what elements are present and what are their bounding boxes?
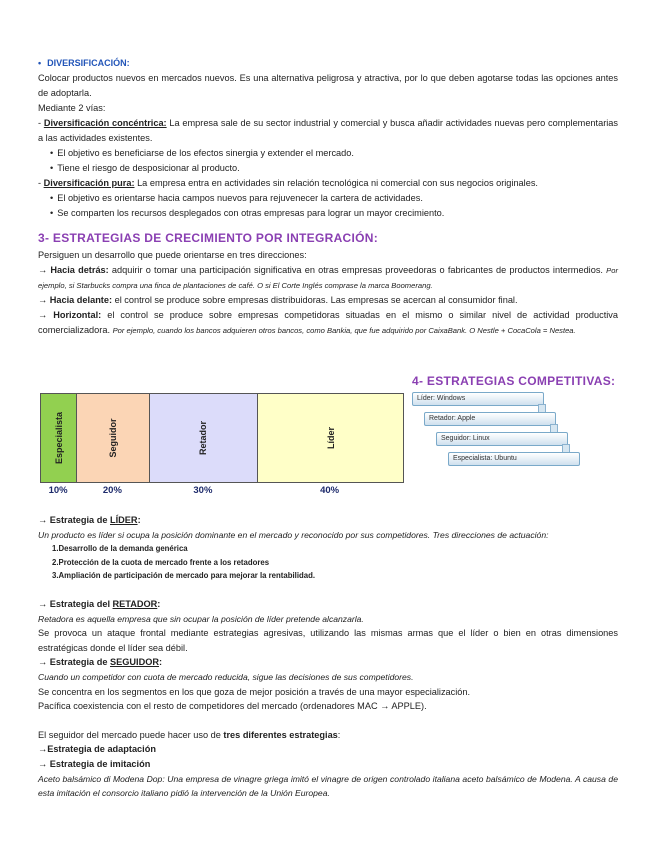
hacia-detras-label: → Hacia detrás: [38,265,109,275]
horizontal-example: Por ejemplo, cuando los bancos adquieren otros bancos, como Bankia, que fue adquirido por CaixaBank. O Nestle + CocaCola = Nestea. [112,326,576,335]
upper-section [38,56,618,338]
diversificacion-heading-text: DIVERSIFICACIÓN: [47,58,130,68]
step-especialista: Especialista: Ubuntu [448,452,580,466]
lider-heading-prefix: → Estrategia de [38,515,110,525]
bar-segment-retador [150,394,259,482]
hacia-delante-paragraph [38,293,618,308]
retador-heading-word: RETADOR [112,598,158,609]
competitive-steps-diagram [412,392,612,482]
lider-heading-word: LÍDER [110,515,138,525]
step-seguidor: Seguidor: Linux [436,432,568,446]
lower-section [38,513,618,801]
seguidor-line: Pacífica coexistencia con el resto de competidores del mercado (ordenadores MAC → APPLE). [38,701,427,712]
bar-value-label: 30% [193,485,213,496]
retador-text: Se provoca un ataque frontal mediante estrategias agresivas, utilizando las mismas armas que el líder o bien en otras dimensiones estratégicas donde el líder sea débil. [38,628,618,653]
bar-label: Retador [198,420,209,456]
bar-segment-líder [258,394,403,482]
concentrica-label: Diversificación concéntrica: [43,118,167,128]
market-share-chart [40,393,404,483]
hacia-detras-example: Por ejemplo, si Starbucks compra una finca de plantaciones de café. O si El Corte Inglés comprase la marca Boomerang. [38,266,618,290]
bar-label: Especialista [53,411,64,465]
spacer [38,583,618,597]
bullet-icon: • [38,58,42,68]
estrategias-suffix: : [337,729,341,740]
estrategias-bold: tres diferentes estrategias [223,729,338,740]
hacia-delante-label: → Hacia delante: [38,295,113,305]
concentrica-bullet: • El objetivo es beneficiarse de los efectos sinergia y extender el mercado. [38,146,618,161]
diversificacion-intro: Colocar productos nuevos en mercados nuevos. Es una alternativa peligrosa y atractiva, por lo que deben agotarse todas las opciones antes de adoptarla. [38,73,618,98]
pura-label: Diversificación pura: [43,178,135,188]
seguidor-heading-word: SEGUIDOR [110,657,160,668]
retador-heading-prefix: → Estrategia del [38,598,113,609]
lider-heading [38,513,618,528]
seguidor-heading-suffix: : [159,657,163,668]
horizontal-label: → Horizontal: [38,310,102,320]
lider-definition: Un producto es líder si ocupa la posición dominante en el mercado y reconocido por sus competidores. Tres direcciones de actuación: [38,529,549,540]
step-retador: Retador: Apple [424,412,556,426]
pura-paragraph: - Diversificación pura: La empresa entra en actividades sin relación tecnológica ni comercial con sus negocios originales. [38,178,538,188]
retador-heading [38,597,618,612]
bar-segment-especialista [41,394,77,482]
horizontal-text: el control se produce sobre empresas competidoras situadas en el mismo o similar nivel de actividad productiva comercializadora. [38,310,618,335]
imitacion-example: Aceto balsámico di Modena Dop: Una empresa de vinagre griega imitó el vinagre de origen controlado italiana aceto balsámico de Modena. A causa de esta imitación el consorcio italiano pidió la intervención de la Unión Europea. [38,773,618,799]
pura-bullet: • El objetivo es orientarse hacia campos nuevos para rejuvenecer la cartera de actividades. [38,191,618,206]
seguidor-line: Se concentra en los segmentos en los que goza de mejor posición a través de una mayor especialización. [38,686,471,697]
retador-definition: Retadora es aquella empresa que sin ocupar la posición de líder pretende alcanzarla. [38,613,364,624]
lider-item: 3.Ampliación de participación de mercado para mejorar la rentabilidad. [52,571,316,581]
diversificacion-vias: Mediante 2 vías: [38,103,106,113]
retador-heading-suffix: : [157,598,161,609]
competitivas-heading: 4- ESTRATEGIAS COMPETITIVAS: [412,374,616,388]
bar-segment-seguidor [77,394,149,482]
lider-item: 2.Protección de la cuota de mercado frente a los retadores [52,557,270,567]
bar-label: Líder [325,426,336,450]
seguidor-heading-prefix: → Estrategia de [38,657,110,668]
hacia-delante-text: el control se produce sobre empresas distribuidoras. Las empresas se acercan al consumidor final. [112,295,518,305]
integracion-heading: 3- ESTRATEGIAS DE CRECIMIENTO POR INTEGRACIÓN: [38,231,379,245]
bar-value-label: 10% [48,485,68,496]
lider-item: 1.Desarrollo de la demanda genérica [52,544,188,554]
seguidor-heading [38,655,618,670]
seguidor-definition: Cuando un competidor con cuota de mercado reducida, sigue las decisiones de sus competidores. [38,671,414,682]
step-lider: Líder: Windows [412,392,544,406]
concentrica-text: La empresa sale de su sector industrial y comercial y busca añadir actividades nuevas pero complementarias a las actividades existentes. [38,118,619,143]
bar-value-label: 40% [320,485,340,496]
concentrica-bullet: • Tiene el riesgo de desposicionar al producto. [38,161,618,176]
estrategias-prefix: El seguidor del mercado puede hacer uso de [38,729,224,740]
pura-bullet: • Se comparten los recursos desplegados con otras empresas para lograr un mayor crecimiento. [38,206,618,221]
diversificacion-heading [38,56,618,71]
concentrica-paragraph: - Diversificación concéntrica: La empresa sale de su sector industrial y comercial y busca añadir actividades nuevas pero complementarias a las actividades existentes. [38,118,619,143]
estrategia-adaptacion: →Estrategia de adaptación [38,744,156,755]
estrategia-imitacion: → Estrategia de imitación [38,758,151,769]
pura-text: La empresa entra en actividades sin relación tecnológica ni comercial con sus negocios originales. [134,178,538,188]
bar-value-label: 20% [102,485,122,496]
spacer [38,714,618,728]
market-share-percentages [40,485,402,499]
horizontal-paragraph [38,308,618,338]
seguidor-estrategias [38,728,618,743]
hacia-detras-paragraph [38,263,618,293]
integracion-intro: Persiguen un desarrollo que puede orientarse en tres direcciones: [38,250,307,260]
lider-heading-suffix: : [137,515,141,525]
bar-label: Seguidor [107,418,118,458]
hacia-detras-text: adquirir o tomar una participación significativa en otras empresas proveedoras o fabricantes de productos intermedios. [108,265,607,275]
